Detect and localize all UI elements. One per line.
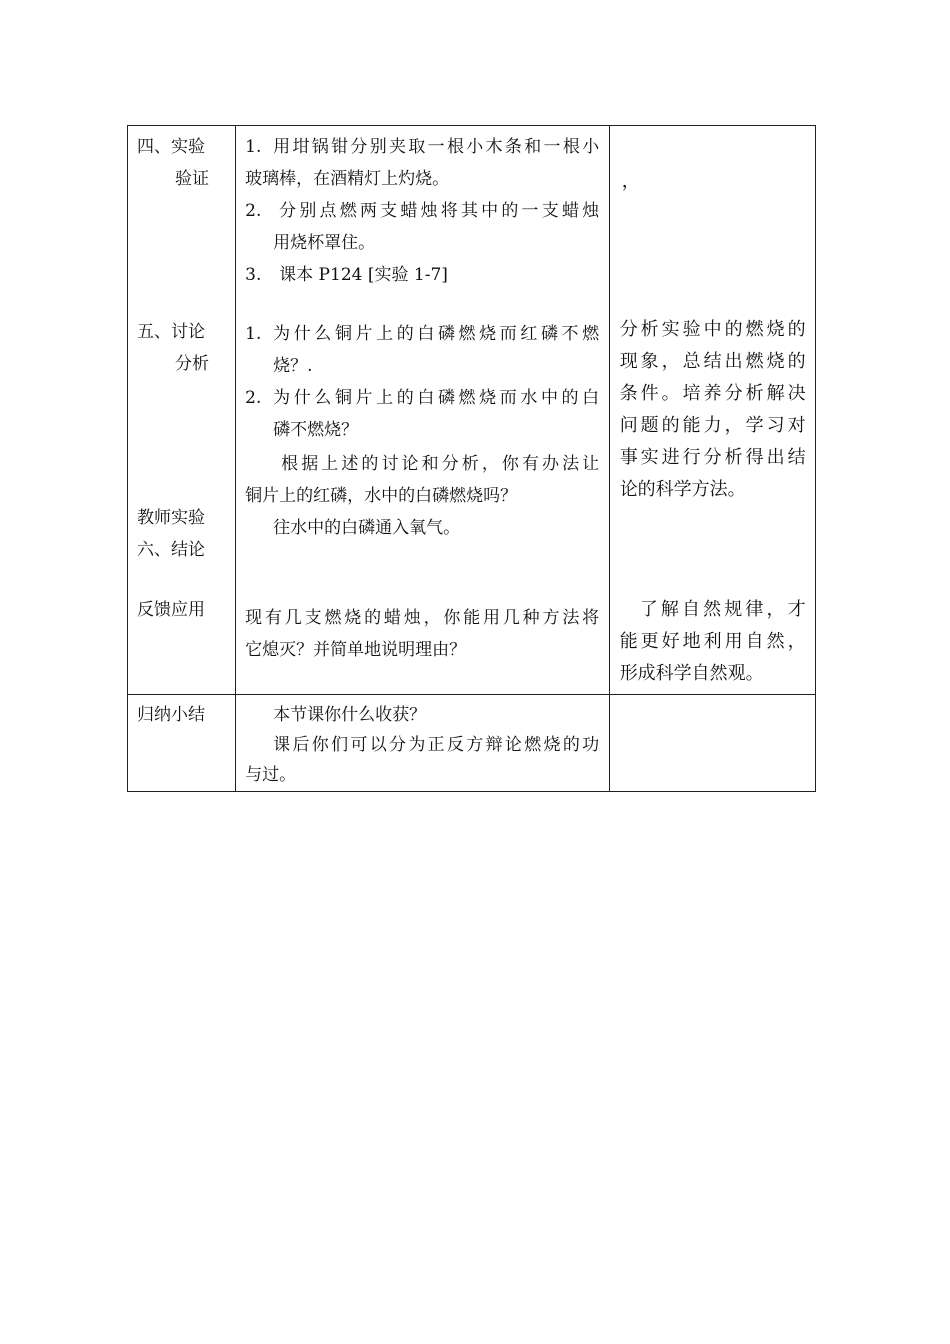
- comma-mark: ，: [621, 171, 640, 192]
- stage-label-analysis: 分析: [175, 354, 209, 374]
- list-item-text: 分别点燃两支蜡烛将其中的一支蜡烛: [279, 201, 600, 221]
- paragraph-line: 课后你们可以分为正反方辩论燃烧的功: [273, 735, 600, 755]
- paragraph-line: 了解自然规律，才: [639, 599, 806, 620]
- paragraph-line: 现象，总结出燃烧的: [619, 351, 806, 372]
- paragraph-line: 能更好地利用自然，: [619, 631, 806, 652]
- list-item-text: 磷不燃烧？: [273, 420, 359, 440]
- list-item-number: 3.: [245, 265, 262, 285]
- paragraph-line: 现有几支燃烧的蜡烛，你能用几种方法将: [245, 608, 600, 628]
- purpose-column: [609, 126, 815, 695]
- paragraph-line: 问题的能力，学习对: [619, 415, 806, 436]
- paragraph-line: 分析实验中的燃烧的: [619, 319, 806, 340]
- paragraph-line: 往水中的白磷通入氧气。: [273, 518, 461, 538]
- list-item-text: 用坩锅钳分别夹取一根小木条和一根小: [273, 137, 600, 157]
- paragraph-line: 形成科学自然观。: [619, 663, 764, 684]
- paragraph-line: 与过。: [245, 765, 297, 785]
- content-column: [236, 126, 610, 695]
- list-item-text: 烧？.: [273, 356, 313, 376]
- table-row-main: [128, 126, 816, 695]
- stage-label-summary: 归纳小结: [137, 705, 205, 725]
- paragraph-line: 本节课你什么收获？: [273, 705, 427, 725]
- paragraph-line: 事实进行分析得出结: [619, 447, 806, 468]
- stage-column: [128, 695, 236, 792]
- list-item-number: 2.: [245, 201, 262, 221]
- paragraph-line: 条件。培养分析解决: [619, 383, 806, 404]
- list-item-number: 1.: [245, 324, 262, 344]
- stage-label-feedback: 反馈应用: [137, 600, 205, 620]
- stage-label-discussion: 五、讨论: [137, 322, 205, 342]
- stage-label-experiment: 四、实验: [137, 137, 205, 157]
- list-item-text: 为什么铜片上的白磷燃烧而水中的白: [273, 388, 600, 408]
- content-column: [236, 695, 610, 792]
- paragraph-line: 它熄灭？并简单地说明理由？: [245, 640, 467, 660]
- paragraph-line: 铜片上的红磷，水中的白磷燃烧吗？: [245, 486, 518, 506]
- list-item-number: 1.: [245, 137, 262, 157]
- stage-label-teacher-experiment: 教师实验: [137, 508, 205, 528]
- list-item-number: 2.: [245, 388, 262, 408]
- purpose-column-empty: [609, 695, 815, 792]
- list-item-text: 课本 P124 [实验 1-7]: [279, 265, 448, 285]
- lesson-table: [127, 125, 816, 792]
- stage-label-conclusion: 六、结论: [137, 540, 205, 560]
- paragraph-line: 根据上述的讨论和分析，你有办法让: [281, 454, 600, 474]
- stage-column: [128, 126, 236, 695]
- list-item-text: 为什么铜片上的白磷燃烧而红磷不燃: [273, 324, 600, 344]
- paragraph-line: 论的科学方法。: [619, 479, 746, 500]
- stage-label-verify: 验证: [175, 169, 209, 189]
- table-row-summary: [128, 695, 816, 792]
- list-item-text: 玻璃棒，在酒精灯上灼烧。: [245, 169, 450, 189]
- list-item-text: 用烧杯罩住。: [273, 233, 376, 253]
